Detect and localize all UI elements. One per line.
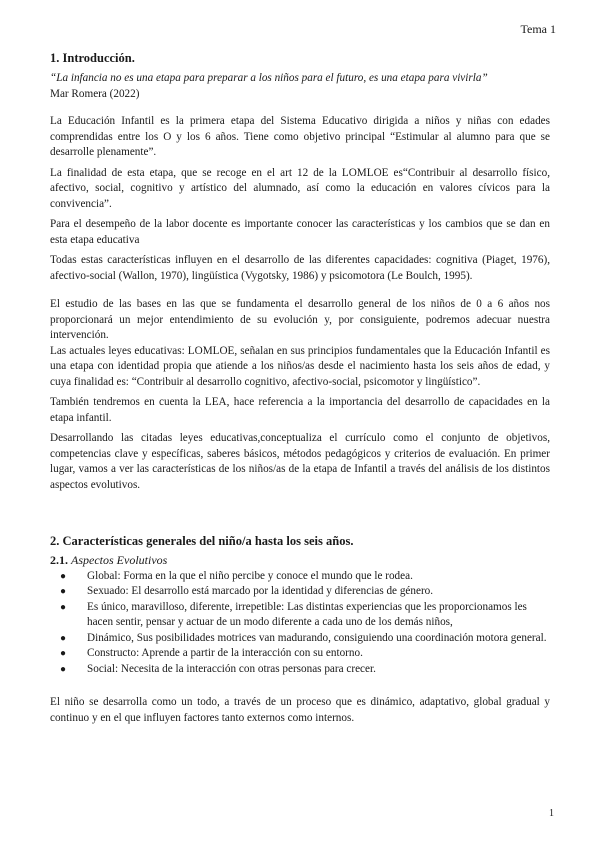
section-2-title: 2. Características generales del niño/a hasta los seis años. bbox=[50, 534, 354, 548]
document-body bbox=[50, 50, 550, 726]
subsection-heading bbox=[50, 553, 550, 569]
bullet-icon: ● bbox=[60, 663, 67, 675]
quote-author: Mar Romera (2022) bbox=[50, 87, 140, 100]
intro-paragraph-5: El estudio de las bases en las que se fundamenta el desarrollo general de los niños de 0 a 6 años nos proporcionará un mejor entendimiento de su evolución y, por consiguiente, podremos adecuar nuestra intervención. bbox=[50, 298, 550, 341]
closing-paragraph: El niño se desarrolla como un todo, a través de un proceso que es dinámico, adaptativo, global gradual y continuo y en el que influyen factores tanto externos como internos. bbox=[50, 696, 550, 724]
list-item-text: Dinámico, Sus posibilidades motrices van madurando, consiguiendo una coordinación motora general. bbox=[87, 631, 547, 644]
intro-paragraph-8: Desarrollando las citadas leyes educativas,conceptualiza el currículo como el conjunto de objetivos, competencias clave y específicas, saberes básicos, métodos pedagógicos y criterios de evaluación. En primer lugar, vamos a ver las características de los niños/as de la etapa de Infantil a través del análisis de los distintos aspectos evolutivos. bbox=[50, 432, 550, 491]
bullet-icon: ● bbox=[60, 586, 67, 597]
intro-paragraph-4: Todas estas características influyen en el desarrollo de las diferentes capacidades: cognitiva (Piaget, 1976), afectivo-social (Wallon, 1970), lingüística (Vygotsky, 1986) y psicomotora (Le Boulch, 1995). bbox=[50, 254, 550, 282]
list-item bbox=[60, 631, 550, 647]
aspects-list bbox=[50, 569, 550, 678]
list-item-text: Constructo: Aprende a partir de la interacción con su entorno. bbox=[87, 647, 363, 659]
list-item-text: Social: Necesita de la interacción con otras personas para crecer. bbox=[87, 662, 376, 675]
intro-paragraph-3: Para el desempeño de la labor docente es importante conocer las características y los cambios que se dan en esta etapa educativa bbox=[50, 218, 550, 246]
subsection-number: 2.1. bbox=[50, 553, 68, 567]
bullet-icon: ● bbox=[60, 570, 67, 582]
bullet-icon: ● bbox=[60, 648, 67, 659]
list-item bbox=[60, 569, 550, 585]
list-item-text: Es único, maravilloso, diferente, irrepetible: Las distintas experiencias que les proporcionamos les hacen sentir, pensar y actuar de un modo diferente a cada uno de los demás niños, bbox=[87, 600, 527, 628]
opening-quote: “La infancia no es una etapa para preparar a los niños para el futuro, es una etapa para vivirla” bbox=[50, 72, 488, 84]
intro-paragraph-2: La finalidad de esta etapa, que se recoge en el art 12 de la LOMLOE es“Contribuir al desarrollo físico, afectivo, social, cognitivo y artístico del alumnado, así como la educación en valores cívicos para la convivencia”. bbox=[50, 166, 550, 210]
subsection-title: Aspectos Evolutivos bbox=[71, 553, 168, 567]
list-item-text: Global: Forma en la que el niño percibe y conoce el mundo que le rodea. bbox=[87, 569, 413, 582]
bullet-icon: ● bbox=[60, 632, 67, 644]
intro-paragraph-6: Las actuales leyes educativas: LOMLOE, señalan en sus principios fundamentales que la Educación Infantil es una etapa con identidad propia que atiende a los niños/as desde el nacimiento hasta los seis años de edad, y cuya finalidad es: “Contribuir al desarrollo cognitivo, afectivo-social, psicomotor y lingüístico”. bbox=[50, 344, 550, 388]
header-topic: Tema 1 bbox=[520, 22, 556, 36]
list-item bbox=[60, 646, 550, 662]
list-item-text: Sexuado: El desarrollo está marcado por la identidad y diferencias de género. bbox=[87, 585, 434, 597]
list-item bbox=[60, 584, 550, 600]
bullet-icon: ● bbox=[60, 601, 67, 613]
intro-paragraph-1: La Educación Infantil es la primera etapa del Sistema Educativo dirigida a niños y niñas con edades comprendidas entre los O y los 6 años. Tiene como objetivo principal “Estimular al alumno para que se desarrolle plenamente”. bbox=[50, 115, 550, 158]
section-1-title: 1. Introducción. bbox=[50, 51, 135, 65]
list-item bbox=[60, 662, 550, 678]
list-item bbox=[60, 600, 550, 631]
page-number: 1 bbox=[549, 808, 554, 819]
intro-paragraph-7: También tendremos en cuenta la LEA, hace referencia a la importancia del desarrollo de capacidades en la etapa infantil. bbox=[50, 396, 550, 424]
